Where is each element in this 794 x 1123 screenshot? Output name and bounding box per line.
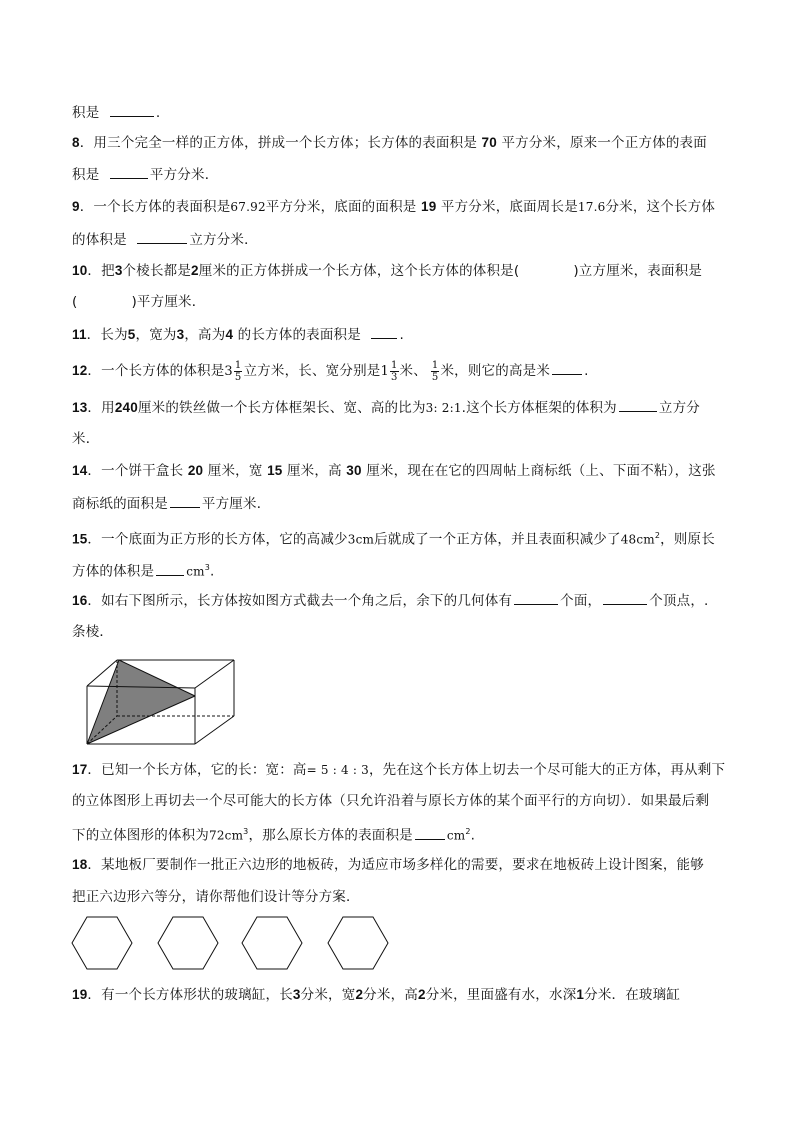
hexagon-4[interactable] [328,917,388,969]
answer-blank[interactable] [170,493,200,508]
question-13-line1: 13．用240厘米的铁丝做一个长方体框架长、宽、高的比为3: 2:1.这个长方体框架的体积为 立方分 [72,397,700,418]
question-15-line2: 方体的体积是 $cm^3$. [72,558,215,582]
edge [195,716,234,744]
question-9-line2: 的体积是 立方分米． [72,229,258,250]
question-8-line1: 8．用三个完全一样的正方体，拼成一个长方体；长方体的表面积是 70 平方分米，原来一个正方体的表面 [72,135,707,151]
question-16-line2: 条棱． [72,624,114,640]
cuboid-cut-corner-figure [82,652,242,748]
hexagon-3[interactable] [242,917,302,969]
question-8-line2: 积是 平方分米． [72,164,218,185]
answer-blank[interactable] [415,825,445,840]
question-10-line1: 10．把3个棱长都是2厘米的正方体拼成一个长方体，这个长方体的体积是( )立方厘米，表面积是 [72,263,703,279]
answer-blank[interactable] [619,397,657,412]
question-14-line2: 商标纸的面积是 平方厘米． [72,493,270,514]
hexagon-1[interactable] [72,917,132,969]
answer-blank[interactable] [552,360,582,375]
question-18-line1: 18．某地板厂要制作一批正六边形的地板砖，为适应市场多样化的需要，要求在地板砖上设计图案，能够 [72,857,704,873]
question-16-line1: 16．如右下图所示，长方体按如图方式截去一个角之后，余下的几何体有 个面， 个顶点，. [72,590,709,611]
question-17-line1: 17．已知一个长方体，它的长：宽：高= 5 : 4 : 3，先在这个长方体上切去一个尽可能大的正方体，再从剩下 [72,762,726,778]
fraction: $\frac{1}{5}$ [234,359,242,383]
answer-blank[interactable] [110,102,154,117]
answer-blank[interactable] [110,164,148,179]
question-10-line2: ( )平方厘米． [72,294,206,310]
question-17-line2: 的立体图形上再切去一个尽可能大的长方体（只允许沿着与原长方体的某个面平行的方向切）．如果最后剩 [72,793,710,809]
question-15-line1: 15．一个底面为正方形的长方体，它的高减少3cm后就成了一个正方体，并且表面积减少了$48cm^2$，则原长 [72,531,715,548]
question-13-line2: 米． [72,431,100,447]
question-18-line2: 把正六边形六等分，请你帮他们设计等分方案． [72,889,360,905]
q7-tail: 积是 . [72,102,160,123]
fraction: $\frac{1}{5}$ [431,359,439,383]
question-17-line3: 下的立体图形的体积为$72cm^3$，那么原长方体的表面积是 $cm^2$. [72,822,475,846]
edge [195,660,234,688]
answer-blank[interactable] [514,590,558,605]
question-9-line1: 9．一个长方体的表面积是67.92平方分米，底面的面积是 19 平方分米，底面周长是17.6分米，这个长方体 [72,199,716,215]
answer-blank[interactable] [137,229,187,244]
hexagon-row [70,914,392,972]
question-12: 12．一个长方体的体积是3 $\frac{1}{5}$ 立方米，长、宽分别是1 $\frac{1}{3}$ 米、 $\frac{1}{5}$ 米，则它的高是米 . [72,359,589,383]
question-11: 11．长为5，宽为3，高为4 的长方体的表面积是 . [72,324,404,345]
answer-blank[interactable] [603,590,647,605]
hexagon-2[interactable] [158,917,218,969]
answer-blank[interactable] [156,561,184,576]
fraction: $\frac{1}{3}$ [390,359,398,383]
question-19: 19．有一个长方体形状的玻璃缸，长3分米，宽2分米，高2分米，里面盛有水，水深1分米．在玻璃缸 [72,987,681,1003]
answer-blank[interactable] [371,324,397,339]
question-14-line1: 14．一个饼干盒长 20 厘米，宽 15 厘米，高 30 厘米，现在在它的四周帖上商标纸（上、下面不粘），这张 [72,463,716,479]
